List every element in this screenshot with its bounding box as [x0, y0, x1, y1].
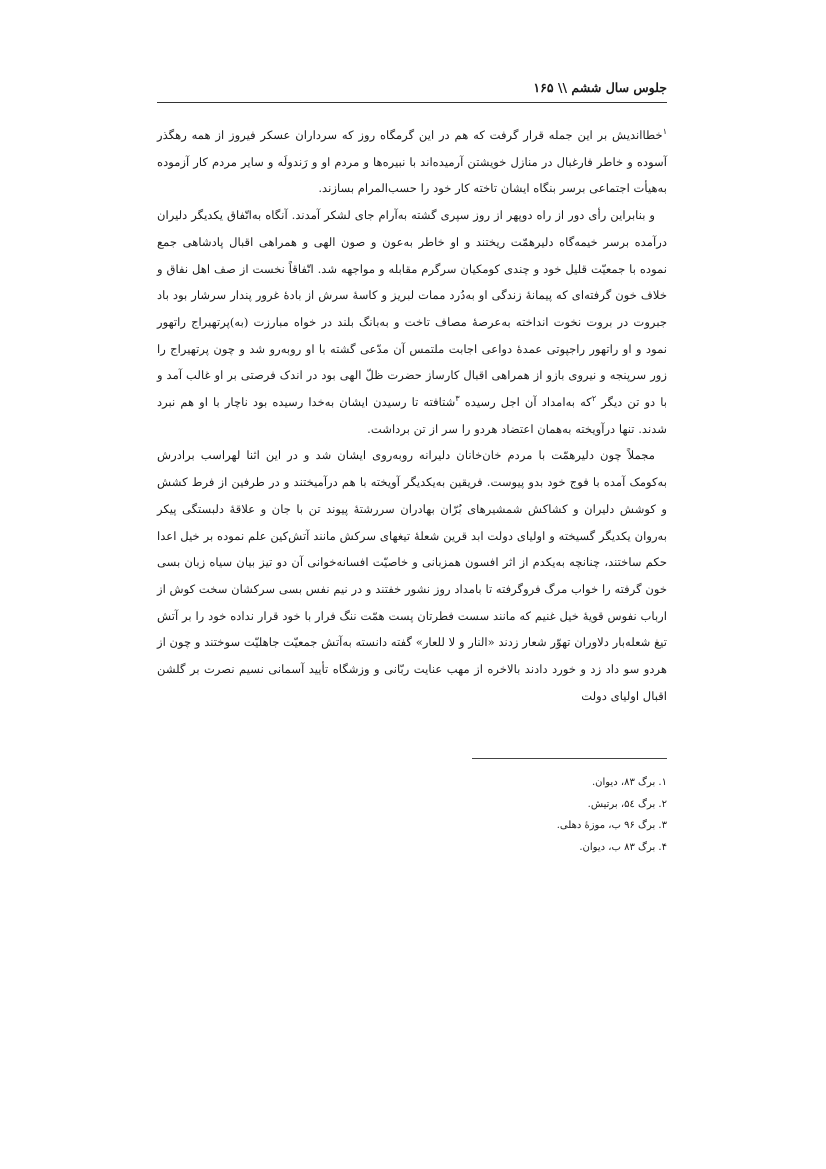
paragraph-1-text: خطااندیش بر این جمله قرار گرفت که هم در این گرمگاه روز که سرداران عسکر فیروز از همه رهگذر آسوده و خاطر فارغبال در منازل خویشتن آرمیده‌اند با نبیره‌ها و مردم او و رَندولَه و سایر مردم کار آزموده به‌هیأت اجتماعی برسر بنگاه ایشان تاخته کار خود را حسب‌المرام بسازند. — [157, 128, 667, 196]
paragraph-1 — [157, 122, 667, 202]
footnote-4: ۴. برگ ۸۳ ب، دیوان. — [579, 841, 667, 853]
footnote-ref-1: ۱ — [662, 127, 667, 137]
footnote-2: ۲. برگ ۵٤، برتیش. — [587, 798, 667, 810]
footnote-divider — [472, 758, 667, 759]
running-header — [157, 78, 667, 103]
paragraph-2-text-c: شتافته تا رسیدن ایشان به‌خدا رسیده بود ناچار با او هم نبرد شدند. تنها درآویخته به‌همان اعتضاد هردو را سر از تن برداشت. — [157, 395, 667, 436]
footnote-3: ۳. برگ ۹۶ ب، موزهٔ دهلی. — [556, 820, 667, 831]
footnote-1: ۱. برگ ۸۳، دیوان. — [591, 777, 667, 788]
footnote-ref-2: ۲ — [591, 394, 597, 404]
paragraph-2-text-b: که به‌امداد آن اجل رسیده — [464, 395, 592, 410]
paragraph-3 — [157, 442, 667, 709]
paragraph-2 — [157, 202, 667, 442]
paragraph-3-text: مجملاً چون دلیرهمّت با مردم خان‌خانان دلیرانه روبه‌روی ایشان شد و در این اثنا لهراسب برادرش به‌کومک آمده با فوج خود بدو پیوست. فریقین به‌یکدیگر آویخته با هم درآمیختند و در طرفین از فرط کشش و کوشش دلیران و کشاکش شمشیرهای بُرّان بهادران سررشتهٔ پیوند تن با جان و علاقهٔ دلبستگی پیکر به‌روان یکدیگر گسیخته و اولیای دولت ابد قرین شعلهٔ تیغهای سرکش مانند آتش‌کین علم نموده بر خیل اعدا حکم ساختند، چنانچه به‌یکدم از اثر افسون همزبانی و خاصیّت افسانه‌خوانی آن دو تیز بیان سیاه زبان بسی خون گرفته را خواب مرگ فروگرفته تا بامداد روز نشور خفتند و در نیم نفس بسی سرکشان سخت کوش از ارباب نفوس قویهٔ خیل غنیم که مانند سست فطرتان پست همّت ننگ فرار با خود قرار نداده خود را بر آتش تیغ شعله‌بار دلاوران تهوّر شعار زدند «النار و لا للعار» گفته دانسته به‌آتش جمعیّت جاهلیّت سوختند و چون از هردو سو داد زد و خورد دادند بالاخره از مهب عنایت ربّانی و وزشگاه تأیید آسمانی نسیم نصرت بر گلشن اقبال اولیای دولت — [157, 448, 667, 703]
running-title: جلوس سال ششم \\ ۱۶۵ — [533, 80, 667, 95]
body-text — [157, 122, 667, 709]
footnotes — [367, 772, 667, 858]
paragraph-2-text-a: و بنابراین رأی دور از راه دوپهر از روز سپری گشته به‌آرام جای لشکر آمدند. آنگاه به‌اتّفاق یکدیگر دلیران درآمده برسر خیمه‌گاه دلیرهمّت ریختند و او خاطر به‌عون و صون الهی و همراهی اقبال پادشاهی جمع نموده با جمعیّت قلیل خود و چندی کومکیان سرگرم مقابله و مواجهه شد. اتّفاقاً نخست از صف اهل نفاق و خلاف خون گرفته‌ای که پیمانهٔ زندگی او به‌دُرد ممات لبریز و کاسهٔ سرش از بادهٔ غرور پندار سرشار بود باد جبروت در بروت نخوت انداخته به‌عرصهٔ مصاف تاخت و به‌بانگ بلند در خواه مبارزت (به)پرتهیراج راتهور نمود و او راتهور راجپوتی عمدهٔ دواعی اجابت ملتمس آن مدّعی گشته با او روبه‌رو شد و چون پرتهیراج را زور سرپنجه و نیروی بازو از همراهی اقبال کارساز حضرت ظلّ الهی بود در اندک فرصتی بر او غالب آمد و با دو تن دیگر — [157, 208, 668, 410]
footnote-ref-3: ۳ — [455, 394, 460, 404]
